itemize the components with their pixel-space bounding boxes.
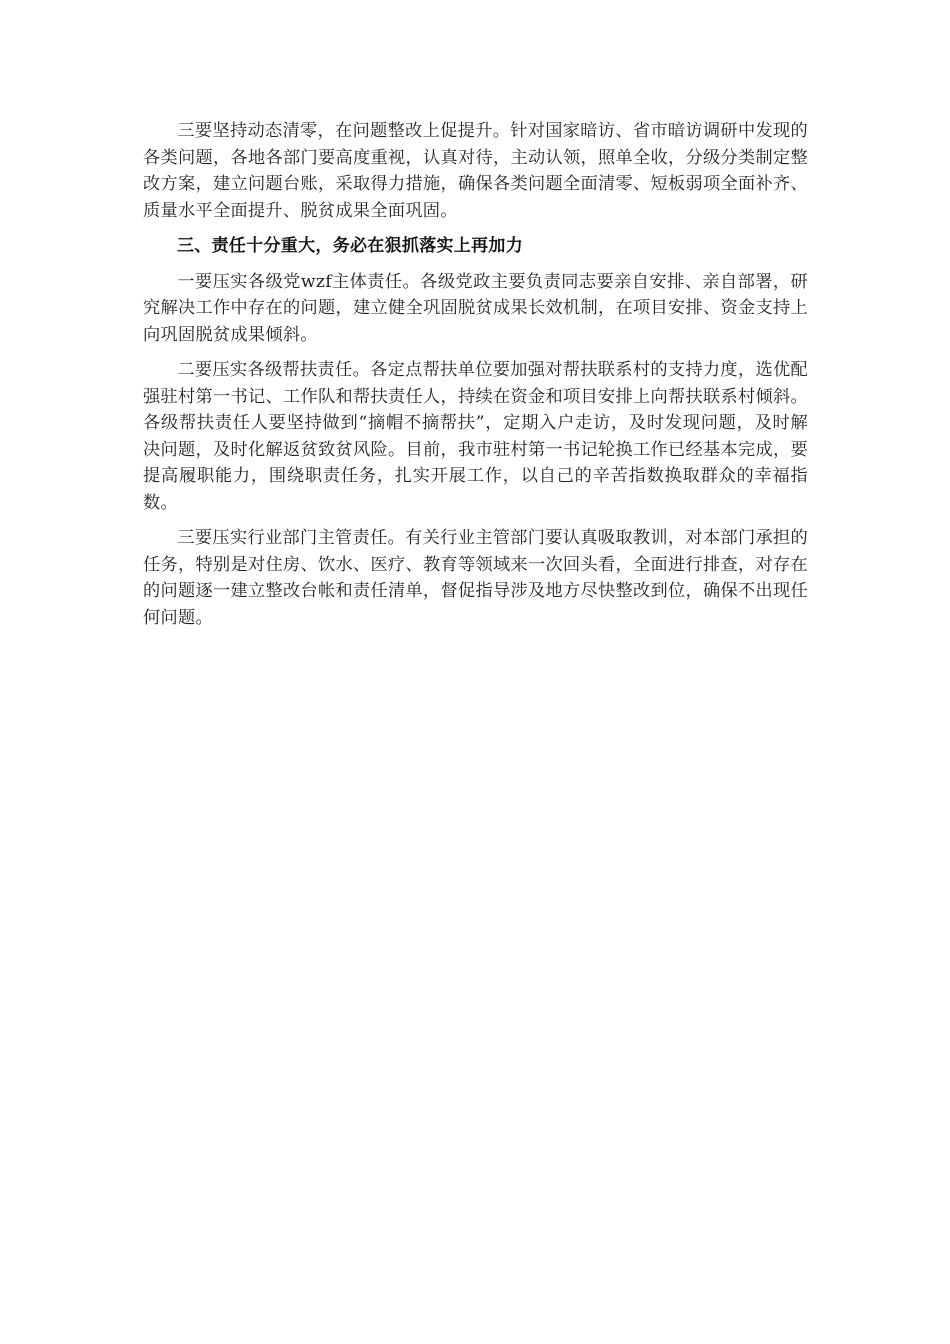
section-heading-responsibility: 三、责任十分重大，务必在狠抓落实上再加力 [177, 236, 523, 256]
paragraph-industry-responsibility: 三要压实行业部门主管责任。有关行业主管部门要认真吸取教训，对本部门承担的任务，特别是对住房、饮水、医疗、教育等领域来一次回头看，全面进行排查，对存在的问题逐一建立整改台帐和责任清单，督促指导涉及地方尽快整改到位，确保不出现任何问题。 [143, 528, 808, 628]
document-page [143, 118, 808, 640]
paragraph-party-responsibility: 一要压实各级党wzf主体责任。各级党政主要负责同志要亲自安排、亲自部署，研究解决工作中存在的问题，建立健全巩固脱贫成果长效机制，在项目安排、资金支持上向巩固脱贫成果倾斜。 [143, 271, 808, 345]
paragraph-dynamic-clearing: 三要坚持动态清零，在问题整改上促提升。针对国家暗访、省市暗访调研中发现的各类问题，各地各部门要高度重视，认真对待，主动认领，照单全收，分级分类制定整改方案，建立问题台账，采取得力措施，确保各类问题全面清零、短板弱项全面补齐、质量水平全面提升、脱贫成果全面巩固。 [143, 121, 808, 221]
paragraph-assistance-responsibility: 二要压实各级帮扶责任。各定点帮扶单位要加强对帮扶联系村的支持力度，选优配强驻村第一书记、工作队和帮扶责任人，持续在资金和项目安排上向帮扶联系村倾斜。各级帮扶责任人要坚持做到“摘帽不摘帮扶”，定期入户走访，及时发现问题，及时解决问题，及时化解返贫致贫风险。目前，我市驻村第一书记轮换工作已经基本完成，要提高履职能力，围绕职责任务，扎实开展工作，以自己的辛苦指数换取群众的幸福指数。 [143, 360, 808, 513]
